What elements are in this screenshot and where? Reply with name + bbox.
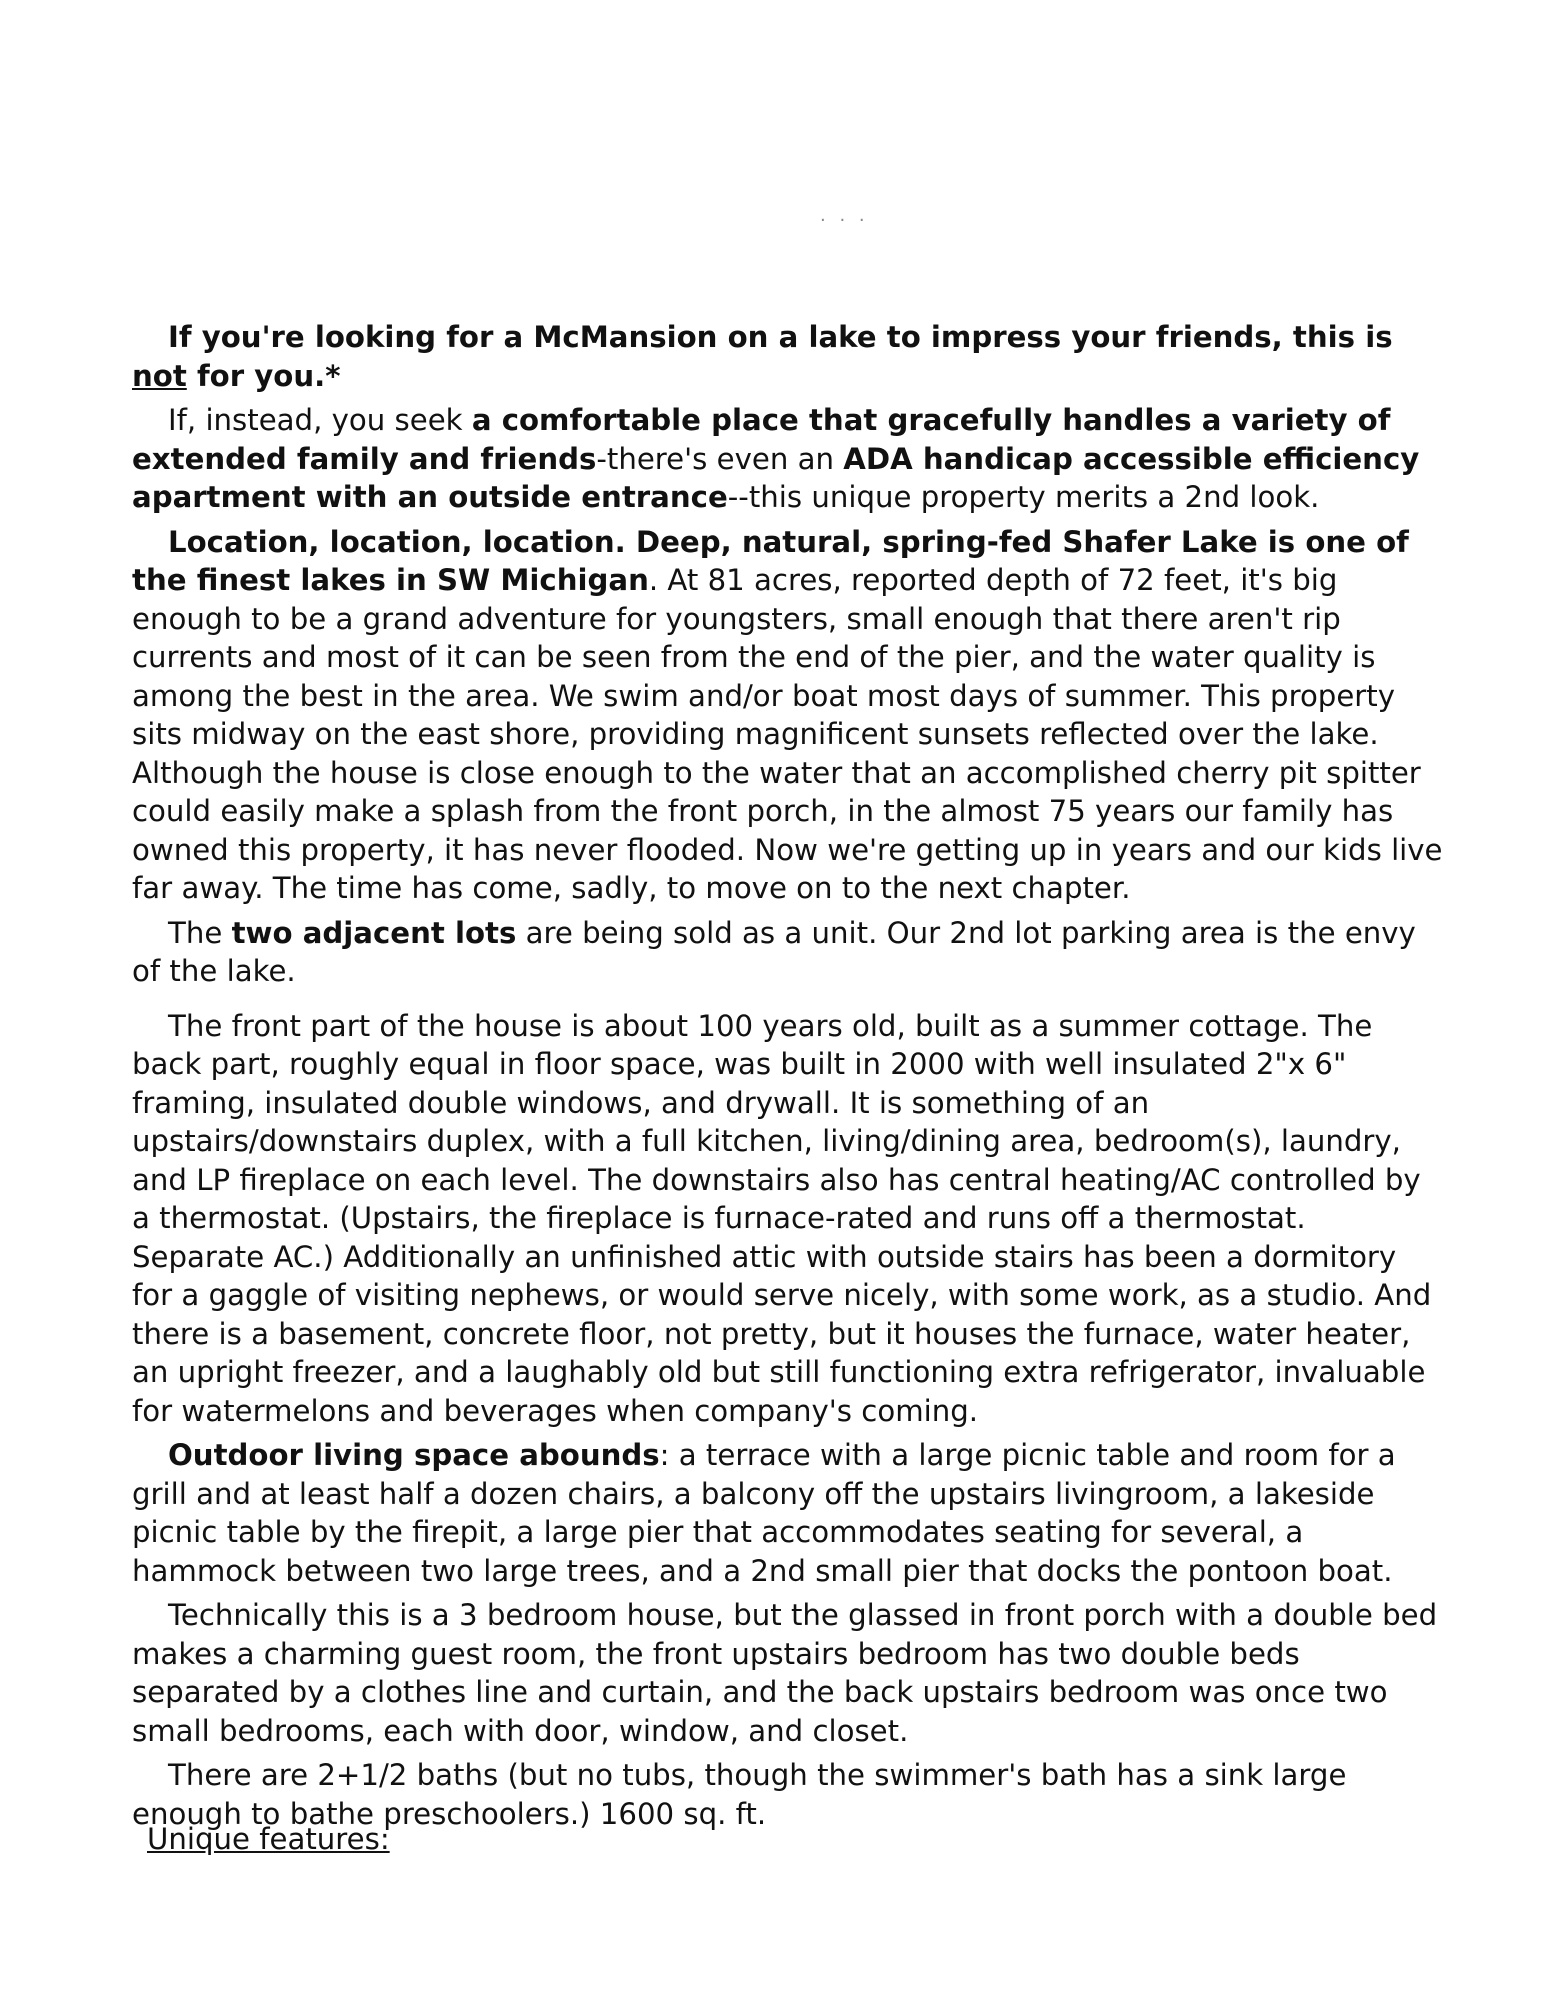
intro-bold-text: If you're looking for a McMansion on a lake to impress your friends, this is bbox=[168, 320, 1393, 354]
paragraph-lots: The two adjacent lots are being sold as a unit. Our 2nd lot parking area is the envy of the lake. bbox=[132, 915, 1416, 988]
paragraph-instead: If, instead, you seek a comfortable place that gracefully handles a variety of extended family and friends-there's even an ADA handicap accessible efficiency apartment with an outside entrance--this unique property merits a 2nd look. bbox=[132, 403, 1420, 514]
paragraph-bedrooms: Technically this is a 3 bedroom house, but the glassed in front porch with a double bed makes a charming guest room, the front upstairs bedroom has two double beds separated by a clothes line and curtain, and the back upstairs bedroom was once two small bedrooms, each with door, window, and closet. bbox=[132, 1598, 1438, 1748]
paragraph-outdoor: Outdoor living space abounds: a terrace with a large picnic table and room for a grill and at least half a dozen chairs, a balcony off the upstairs livingroom, a lakeside picnic table by the firepit, a large pier that accommodates seating for several, a hammock between two large trees, and a 2nd small pier that docks the pontoon boat. bbox=[132, 1438, 1396, 1588]
intro-underlined-word: not bbox=[132, 358, 187, 393]
intro-bold-end: for you.* bbox=[186, 358, 341, 393]
paragraph-baths: There are 2+1/2 baths (but no tubs, though the swimmer's bath has a sink large enough to bathe preschoolers.) 1600 sq. ft. bbox=[132, 1758, 1347, 1831]
unique-features-heading: Unique features: bbox=[147, 1822, 390, 1856]
paragraph-house: The front part of the house is about 100 years old, built as a summer cottage. The back part, roughly equal in floor space, was built in 2000 with well insulated 2"x 6" framing, insulated double windows, and drywall. It is something of an upstairs/downstairs duplex, with a full kitchen, living/dining area, bedroom(s), laundry, and LP fireplace on each level. The downstairs also has central heating/AC controlled by a thermostat. (Upstairs, the fireplace is furnace-rated and runs off a thermostat. Separate AC.) Additionally an unfinished attic with outside stairs has been a dormitory for a gaggle of visiting nephews, or would serve nicely, with some work, as a studio. And there is a basement, concrete floor, not pretty, but it houses the furnace, water heater, an upright freezer, and a laughably old but still functioning extra refrigerator, invaluable for watermelons and beverages when company's coming. bbox=[132, 1008, 1432, 1428]
scan-artifact-dots: . . . bbox=[820, 205, 869, 226]
paragraph-intro bbox=[132, 318, 1443, 395]
paragraph-location: Location, location, location. Deep, natural, spring-fed Shafer Lake is one of the finest lakes in SW Michigan. At 81 acres, reported depth of 72 feet, it's big enough to be a grand adventure for youngsters, small enough that there aren't rip currents and most of it can be seen from the end of the pier, and the water quality is among the best in the area. We swim and/or boat most days of summer. This property sits midway on the east shore, providing magnificent sunsets reflected over the lake. Although the house is close enough to the water that an accomplished cherry pit spitter could easily make a splash from the front porch, in the almost 75 years our family has owned this property, it has never flooded. Now we're getting up in years and our kids live far away. The time has come, sadly, to move on to the next chapter. bbox=[132, 524, 1443, 905]
